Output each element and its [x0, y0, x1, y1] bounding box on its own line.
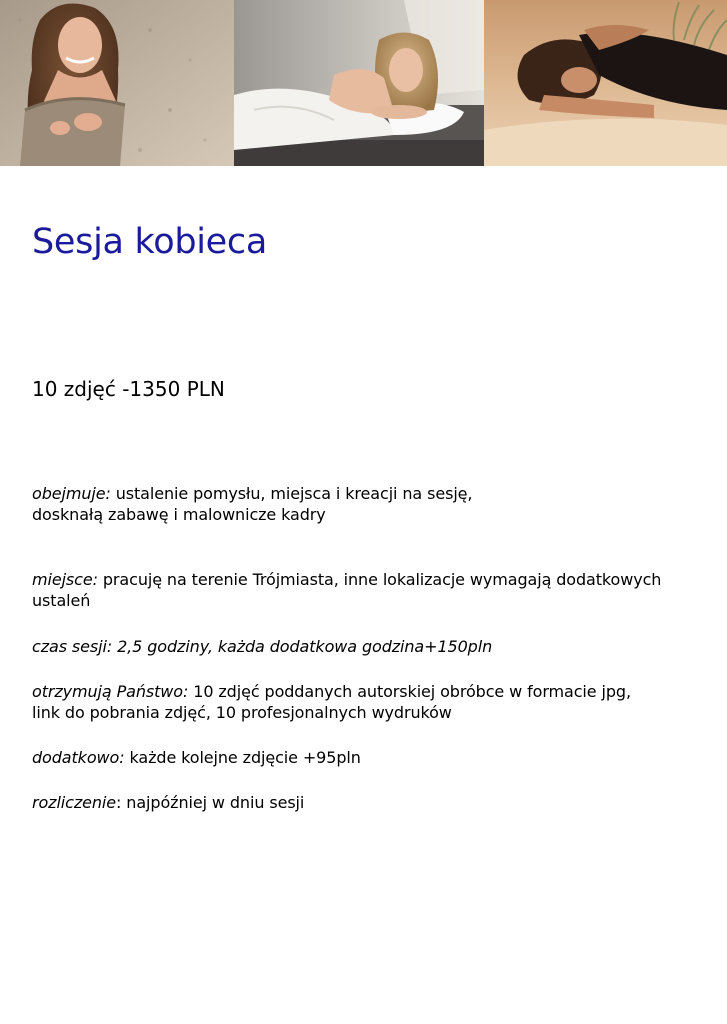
- duration-text: czas sesji: 2,5 godziny, każda dodatkowa godzina+150pln: [32, 637, 493, 656]
- location-paragraph: [32, 569, 712, 611]
- photo-header-strip: [0, 0, 727, 166]
- includes-text-line1: ustalenie pomysłu, miejsca i kreacji na sesję,: [110, 484, 473, 503]
- payment-label: rozliczenie: [32, 793, 117, 812]
- deliverables-text-line2: link do pobrania zdjęć, 10 profesjonalnych wydruków: [32, 703, 452, 722]
- includes-label: obejmuje:: [32, 484, 111, 503]
- duration-paragraph: [32, 636, 712, 657]
- page-title: Sesja kobieca: [32, 222, 267, 262]
- deliverables-text-line1: 10 zdjęć poddanych autorskiej obróbce w formacie jpg,: [188, 682, 631, 701]
- extra-text: każde kolejne zdjęcie +95pln: [124, 748, 361, 767]
- price-line: 10 zdjęć -1350 PLN: [32, 377, 225, 401]
- includes-paragraph: [32, 483, 712, 525]
- includes-text-line2: dosknałą zabawę i malownicze kadry: [32, 505, 326, 524]
- extra-label: dodatkowo:: [32, 748, 125, 767]
- location-label: miejsce:: [32, 570, 98, 589]
- location-text-line1: pracuję na terenie Trójmiasta, inne lokalizacje wymagają dodatkowych: [97, 570, 662, 589]
- woman-on-bed-photo: [234, 0, 484, 166]
- extra-paragraph: [32, 747, 712, 768]
- deliverables-label: otrzymują Państwo:: [32, 682, 189, 701]
- payment-text: : najpóźniej w dniu sesji: [116, 793, 305, 812]
- location-text-line2: ustaleń: [32, 591, 91, 610]
- woman-on-sand-beach-photo: [0, 0, 234, 166]
- deliverables-paragraph: [32, 681, 712, 723]
- woman-lying-on-sand-photo: [484, 0, 727, 166]
- payment-paragraph: [32, 792, 712, 813]
